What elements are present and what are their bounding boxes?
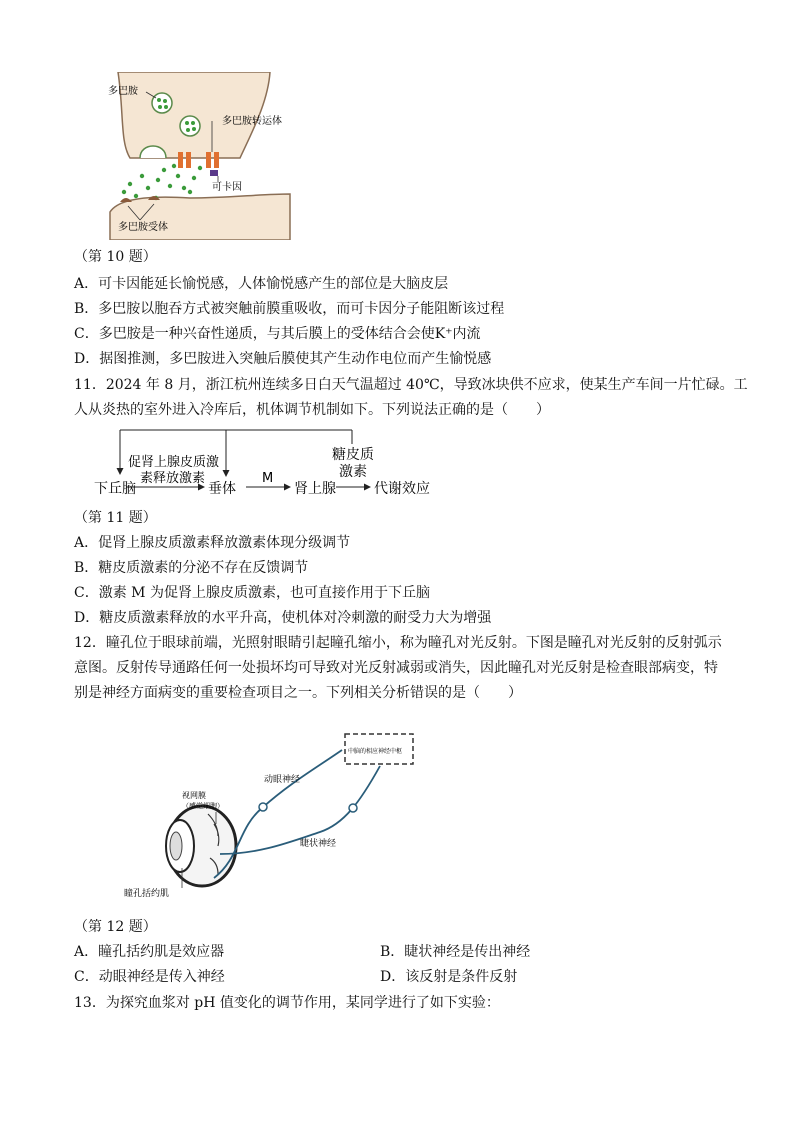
q11-option-c: C．激素 M 为促肾上腺皮质激素，也可直接作用于下丘脑 — [74, 585, 430, 601]
transporter-1 — [178, 152, 183, 168]
q12-stem-line2: 意图。反射传导通路任何一处损坏均可导致对光反射减弱或消失，因此瞳孔对光反射是检查眼部病变，特 — [74, 660, 718, 676]
label-retina-2: （感觉细胞） — [182, 802, 224, 810]
label-dopamine: 多巴胺 — [108, 86, 138, 97]
q11-stem-line1: 11．2024 年 8 月，浙江杭州连续多日白天气温超过 40℃，导致冰块供不应求，使某生产车间一片忙碌。工 — [74, 377, 748, 393]
synapse-figure — [100, 72, 310, 240]
label-gc-1: 糖皮质 — [332, 447, 374, 463]
q11-stem-line2: 人从炎热的室外进入冷库后，机体调节机制如下。下列说法正确的是（ ） — [74, 402, 550, 418]
node-effect: 代谢效应 — [374, 481, 430, 497]
q10-option-c: C．多巴胺是一种兴奋性递质，与其后膜上的受体结合会使K⁺内流 — [74, 326, 481, 342]
label-gc-2: 激素 — [339, 464, 367, 480]
label-m: M — [262, 471, 274, 486]
label-crh-2: 素释放激素 — [140, 471, 206, 486]
q12-stem-line1: 12．瞳孔位于眼球前端，光照射眼睛引起瞳孔缩小，称为瞳孔对光反射。下图是瞳孔对光反射的反射弧示 — [74, 635, 722, 651]
q11-option-b: B．糖皮质激素的分泌不存在反馈调节 — [74, 560, 309, 576]
label-transporter: 多巴胺转运体 — [222, 116, 282, 127]
q12-caption: （第 12 题） — [74, 919, 157, 935]
regulation-diagram — [90, 426, 450, 502]
q10-option-b: B．多巴胺以胞吞方式被突触前膜重吸收，而可卡因分子能阻断该过程 — [74, 301, 505, 317]
node-hypothalamus: 下丘脑 — [94, 481, 136, 497]
q12-stem-line3: 别是神经方面病变的重要检查项目之一。下列相关分析错误的是（ ） — [74, 685, 522, 701]
q12-option-a: A．瞳孔括约肌是效应器 — [74, 944, 225, 960]
label-center: 中脑的相应神经中枢 — [348, 748, 403, 755]
label-oculomotor: 动眼神经 — [264, 775, 301, 785]
q10-caption: （第 10 题） — [74, 249, 157, 265]
q11-option-a: A．促肾上腺皮质激素释放激素体现分级调节 — [74, 535, 351, 551]
receptor-1 — [120, 198, 132, 202]
q12-option-d: D．该反射是条件反射 — [380, 969, 518, 985]
q12-option-b: B．睫状神经是传出神经 — [380, 944, 531, 960]
label-ciliary: 睫状神经 — [300, 839, 337, 849]
q12-option-c: C．动眼神经是传入神经 — [74, 969, 225, 985]
node-pituitary: 垂体 — [208, 481, 236, 497]
presynaptic-terminal — [118, 72, 270, 158]
transporter-2 — [206, 152, 211, 168]
label-receptor: 多巴胺受体 — [118, 222, 168, 233]
label-retina-1: 视网膜 — [182, 791, 206, 800]
q11-caption: （第 11 题） — [74, 510, 157, 526]
q11-option-d: D．糖皮质激素释放的水平升高，使机体对冷刺激的耐受力大为增强 — [74, 610, 492, 626]
cocaine-mark — [210, 170, 218, 176]
node-adrenal: 肾上腺 — [294, 481, 336, 497]
label-cocaine: 可卡因 — [212, 182, 242, 193]
label-crh-1: 促肾上腺皮质激 — [128, 455, 220, 470]
label-sphincter: 瞳孔括约肌 — [124, 889, 170, 899]
reflex-arc-figure — [120, 728, 420, 900]
q10-option-a: A．可卡因能延长愉悦感，人体愉悦感产生的部位是大脑皮层 — [74, 276, 449, 292]
q13-stem: 13．为探究血浆对 pH 值变化的调节作用，某同学进行了如下实验： — [74, 995, 500, 1011]
q10-option-d: D．据图推测，多巴胺进入突触后膜使其产生动作电位而产生愉悦感 — [74, 351, 492, 367]
